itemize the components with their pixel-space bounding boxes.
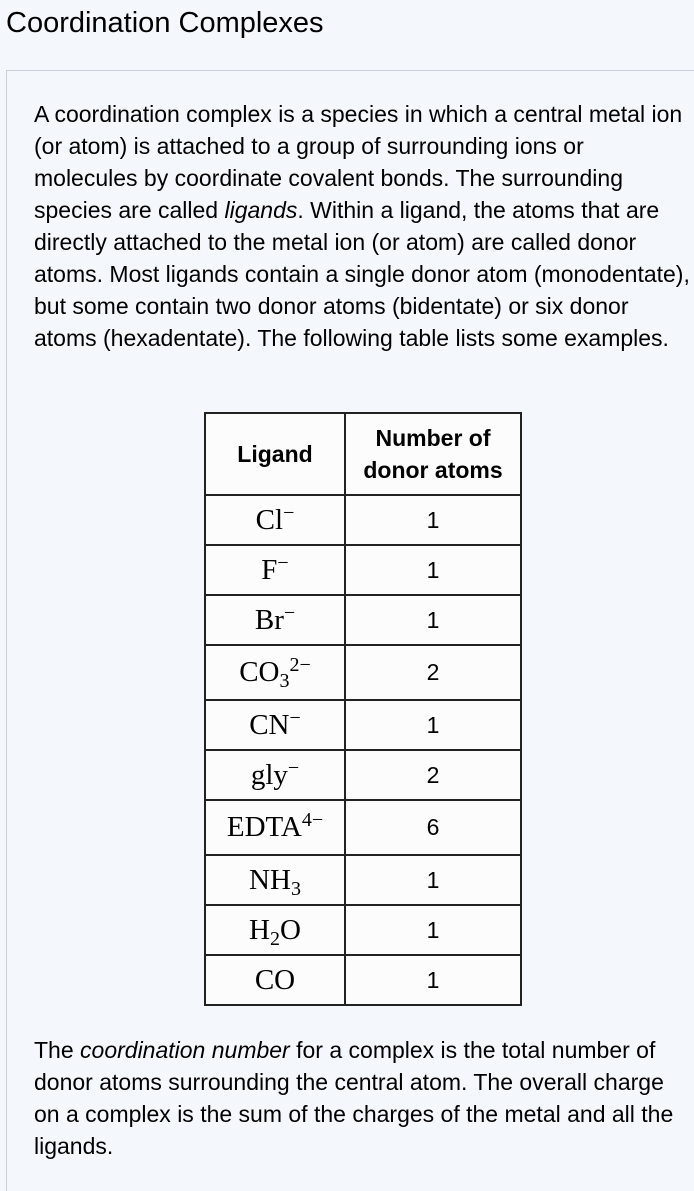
outro-term-coordination-number: coordination number [80,1037,290,1063]
table-row [205,595,521,645]
ligand-cell: CN− [205,700,345,750]
donor-count-cell: 1 [345,855,521,905]
donor-count-cell: 2 [345,645,521,700]
header-ligand: Ligand [205,413,345,495]
table-row [205,905,521,955]
outro-text-end: for a complex is the total number of donor atoms surrounding the central atom. The overall charge on a complex is the sum of the charges of the metal and all the ligands. [34,1037,674,1159]
ligand-cell: Br− [205,595,345,645]
ligand-cell: $NH_3$ [205,855,345,905]
donor-count-cell: 1 [345,545,521,595]
ligand-cell: Cl− [205,495,345,545]
donor-count-cell: 1 [345,955,521,1005]
header-donor-atoms: Number of donor atoms [345,413,521,495]
donor-count-cell: 1 [345,495,521,545]
donor-count-cell: 2 [345,750,521,800]
ligand-cell: $CO_3^{2-}$ [205,645,345,700]
intro-text-end: . Within a ligand, the atoms that are directly attached to the metal ion (or atom) are called donor atoms. Most ligands contain a single donor atom (monodentate), but some contain two donor atoms (bidentate) or six donor atoms (hexadentate). The following table lists some examples. [34,197,690,351]
page-title: Coordination Complexes [6,7,324,39]
outro-text-start: The [34,1037,81,1063]
outro-paragraph [34,1034,690,1162]
table-row [205,645,521,700]
table-row [205,495,521,545]
ligand-cell: CO [205,955,345,1005]
ligand-cell: $EDTA^{4-}$ [205,800,345,855]
ligand-table [204,412,522,1006]
donor-count-cell: 1 [345,595,521,645]
table-row [205,545,521,595]
ligand-cell: gly− [205,750,345,800]
ligand-cell: $H_2O$ [205,905,345,955]
table-header-row [205,413,521,495]
intro-text-start: A coordination complex is a species in which a central metal ion (or atom) is attached to a group of surrounding ions or molecules by coordinate covalent bonds. The surrounding species are called [34,101,683,223]
table-row [205,700,521,750]
table-row [205,855,521,905]
donor-count-cell: 1 [345,905,521,955]
intro-term-ligands: ligands [224,197,298,223]
table-row [205,955,521,1005]
donor-count-cell: 1 [345,700,521,750]
table-row [205,800,521,855]
table-row [205,750,521,800]
intro-paragraph [34,98,690,354]
donor-count-cell: 6 [345,800,521,855]
ligand-cell: F− [205,545,345,595]
